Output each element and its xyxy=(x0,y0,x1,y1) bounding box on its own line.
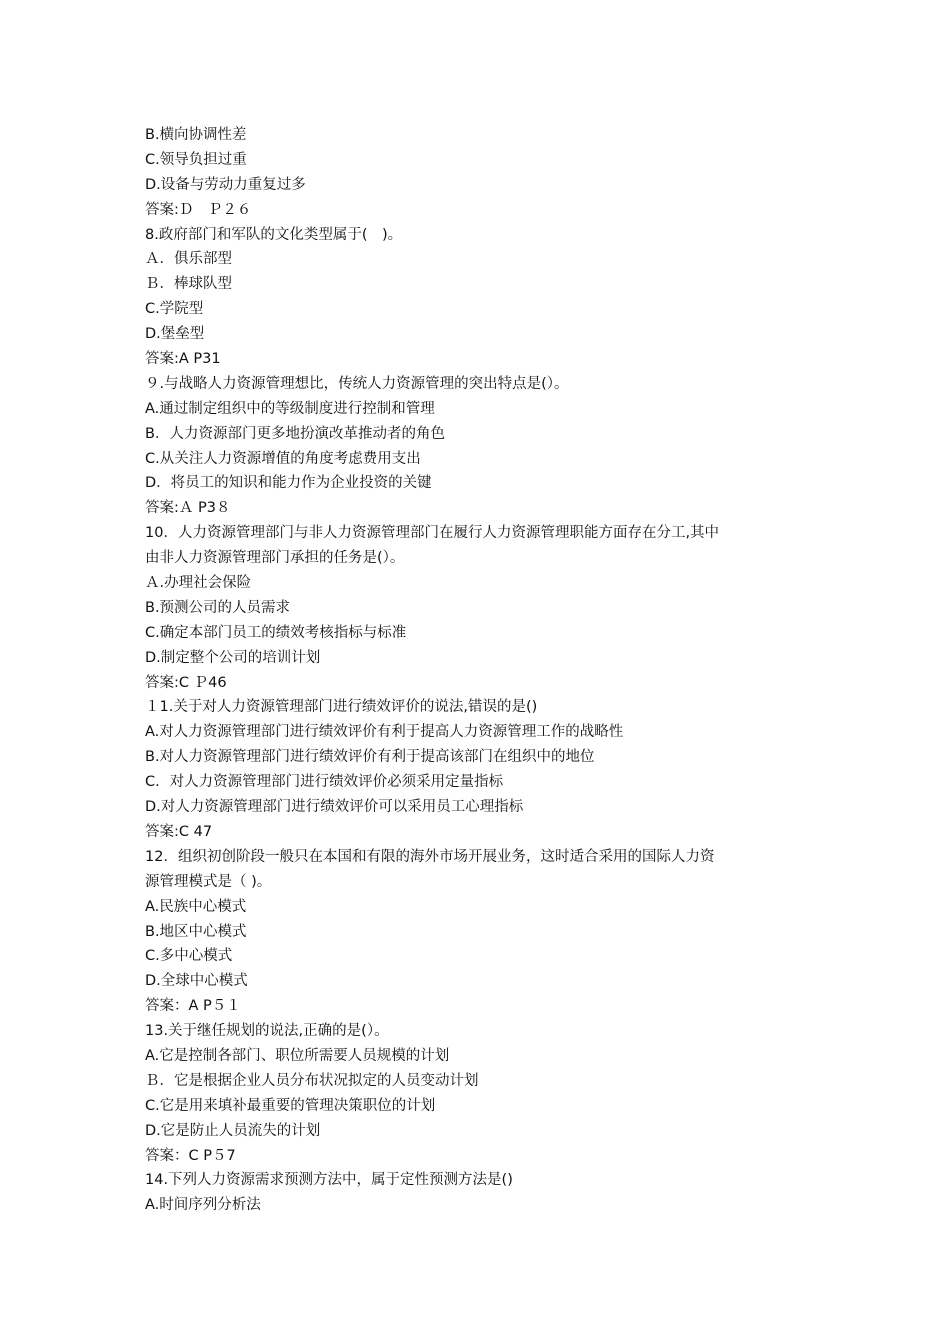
option-line: A.对人力资源管理部门进行绩效评价有利于提高人力资源管理工作的战略性 xyxy=(145,724,624,741)
option-line: C.它是用来填补最重要的管理决策职位的计划 xyxy=(145,1097,436,1114)
option-line: B．人力资源部门更多地扮演改革推动者的角色 xyxy=(145,425,445,442)
answer-line: 答案：C P５7 xyxy=(145,1147,236,1164)
option-line: D．将员工的知识和能力作为企业投资的关键 xyxy=(145,475,432,492)
option-line: C.从关注人力资源增值的角度考虑费用支出 xyxy=(145,450,421,467)
option-line: D.设备与劳动力重复过多 xyxy=(145,176,306,193)
answer-line: 答案:C Ｐ46 xyxy=(145,674,227,691)
question-line: ９.与战略人力资源管理想比，传统人力资源管理的突出特点是(）。 xyxy=(145,375,569,392)
question-line: １1.关于对人力资源管理部门进行绩效评价的说法,错误的是() xyxy=(145,699,538,716)
option-line: A.民族中心模式 xyxy=(145,898,247,915)
option-line: C.多中心模式 xyxy=(145,948,233,965)
question-line: 14.下列人力资源需求预测方法中，属于定性预测方法是() xyxy=(145,1172,513,1189)
option-line: B.对人力资源管理部门进行绩效评价有利于提高该部门在组织中的地位 xyxy=(145,749,595,766)
option-line: D.堡垒型 xyxy=(145,326,205,343)
question-line-continued: 源管理模式是（ )。 xyxy=(145,873,272,890)
option-line: B.预测公司的人员需求 xyxy=(145,599,291,616)
question-line-continued: 由非人力资源管理部门承担的任务是(）。 xyxy=(145,550,405,567)
option-line: C.学院型 xyxy=(145,301,204,318)
option-line: C．对人力资源管理部门进行绩效评价必须采用定量指标 xyxy=(145,774,504,791)
question-line: 10．人力资源管理部门与非人力资源管理部门在履行人力资源管理职能方面存在分工,其中 xyxy=(145,525,720,542)
answer-line: 答案:A P31 xyxy=(145,351,221,368)
option-line: B.横向协调性差 xyxy=(145,127,247,143)
option-line: A.时间序列分析法 xyxy=(145,1197,261,1214)
option-line: C.领导负担过重 xyxy=(145,151,247,168)
question-line: 12．组织初创阶段一般只在本国和有限的海外市场开展业务，这时适合采用的国际人力资 xyxy=(145,848,715,865)
answer-line: 答案:Ｄ Ｐ２６ xyxy=(145,201,252,218)
option-line: Ｂ．它是根据企业人员分布状况拟定的人员变动计划 xyxy=(145,1072,479,1089)
option-line: D.对人力资源管理部门进行绩效评价可以采用员工心理指标 xyxy=(145,799,524,816)
option-line: C.确定本部门员工的绩效考核指标与标准 xyxy=(145,624,407,641)
option-line: D.制定整个公司的培训计划 xyxy=(145,649,321,666)
option-line: D.全球中心模式 xyxy=(145,973,248,990)
option-line: B.地区中心模式 xyxy=(145,923,247,940)
option-line: Ａ．俱乐部型 xyxy=(145,251,232,268)
question-line: 13.关于继任规划的说法,正确的是(）。 xyxy=(145,1023,389,1040)
answer-line: 答案：A P５１ xyxy=(145,998,241,1015)
option-line: Ａ.办理社会保险 xyxy=(145,575,252,592)
answer-line: 答案:Ａ P3８ xyxy=(145,500,231,517)
option-line: A.它是控制各部门、职位所需要人员规模的计划 xyxy=(145,1047,450,1064)
option-line: D.它是防止人员流失的计划 xyxy=(145,1122,321,1139)
option-line: A.通过制定组织中的等级制度进行控制和管理 xyxy=(145,400,435,417)
answer-line: 答案:C 47 xyxy=(145,823,213,840)
option-line: Ｂ．棒球队型 xyxy=(145,276,232,293)
document-body xyxy=(145,123,813,1218)
question-line: 8.政府部门和军队的文化类型属于( )。 xyxy=(145,226,403,243)
